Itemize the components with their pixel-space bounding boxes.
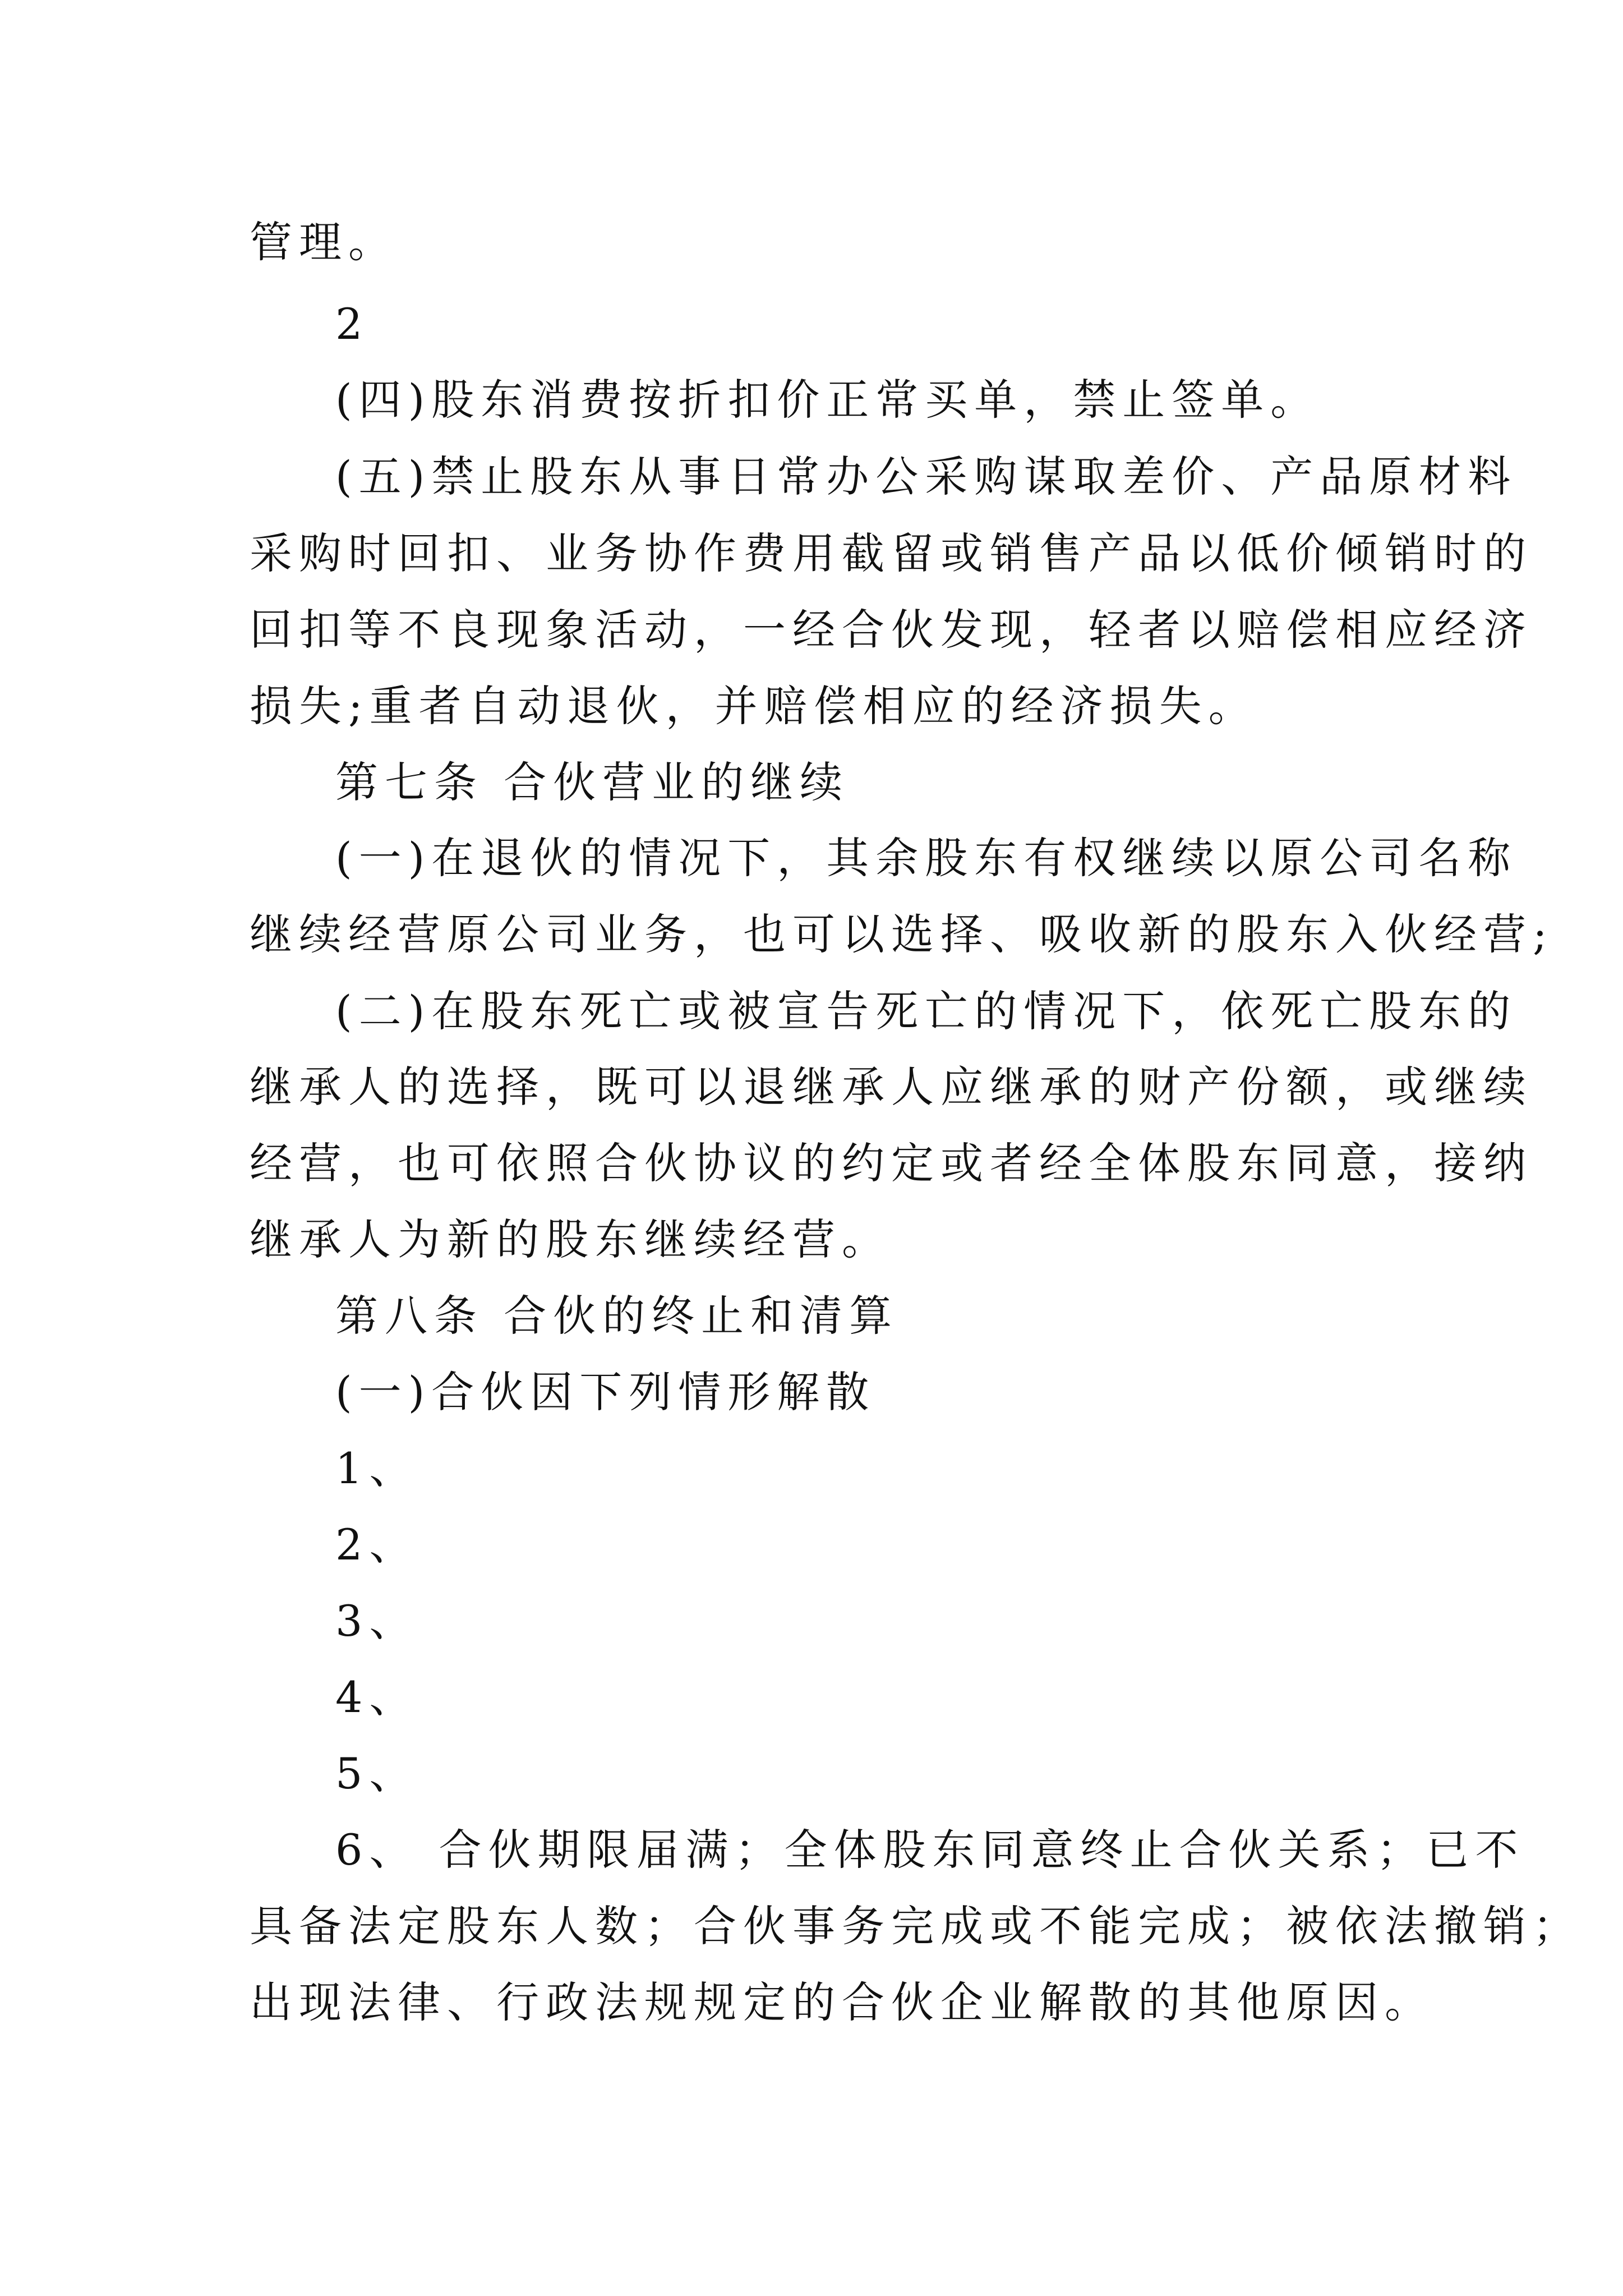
list-item: 2、 — [335, 1520, 419, 1570]
paragraph-line: 经营，也可依照合伙协议的约定或者经全体股东同意，接纳 — [250, 1138, 1533, 1188]
paragraph-line: 损失;重者自动退伙，并赔偿相应的经济损失。 — [250, 681, 1258, 731]
page-number: 2 — [335, 299, 370, 349]
list-item: 3、 — [335, 1596, 419, 1646]
list-item: 1、 — [335, 1443, 419, 1493]
list-item: 5、 — [335, 1749, 419, 1798]
paragraph-line: 继续经营原公司业务，也可以选择、吸收新的股东入伙经营; — [250, 909, 1554, 959]
section-heading: 第七条 合伙营业的继续 — [335, 757, 850, 807]
paragraph-line: (一)在退伙的情况下，其余股东有权继续以原公司名称 — [335, 833, 1518, 883]
paragraph-line: 继承人为新的股东继续经营。 — [250, 1214, 891, 1264]
paragraph-line: (四)股东消费按折扣价正常买单，禁止签单。 — [335, 375, 1320, 425]
paragraph-line: 回扣等不良现象活动，一经合伙发现，轻者以赔偿相应经济 — [250, 605, 1533, 655]
paragraph-line: 具备法定股东人数；合伙事务完成或不能完成；被依法撤销； — [250, 1901, 1582, 1951]
paragraph-line: 管理。 — [250, 217, 398, 267]
list-item: 4、 — [335, 1672, 419, 1722]
paragraph-line: 采购时回扣、业务协作费用截留或销售产品以低价倾销时的 — [250, 528, 1533, 578]
paragraph-line: (二)在股东死亡或被宣告死亡的情况下，依死亡股东的 — [335, 986, 1518, 1036]
paragraph-line: 继承人的选择，既可以退继承人应继承的财产份额，或继续 — [250, 1062, 1533, 1112]
paragraph-line: (一)合伙因下列情形解散 — [335, 1367, 876, 1417]
section-heading: 第八条 合伙的终止和清算 — [335, 1291, 899, 1341]
list-item: 6、 合伙期限届满；全体股东同意终止合伙关系；已不 — [335, 1825, 1525, 1875]
paragraph-line: 出现法律、行政法规规定的合伙企业解散的其他原因。 — [250, 1977, 1434, 2027]
paragraph-line: (五)禁止股东从事日常办公采购谋取差价、产品原材料 — [335, 452, 1518, 501]
